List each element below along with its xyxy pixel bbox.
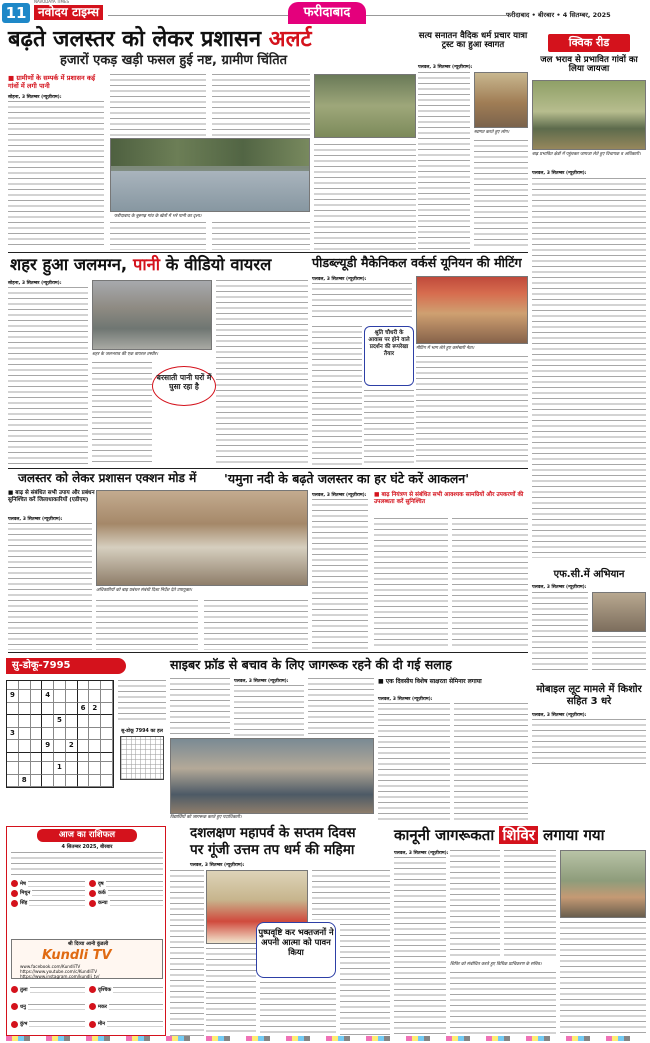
sudoku-block	[6, 658, 166, 823]
action-headline: जलस्तर को लेकर प्रशासन एक्शन मोड में	[18, 471, 197, 485]
lead-story	[8, 28, 416, 250]
sudoku-cell	[66, 775, 78, 788]
lead-subhead: हजारों एकड़ खड़ी फसल हुई नष्ट, ग्रामीण चिंतित	[60, 53, 288, 68]
yamuna-body-1	[312, 499, 368, 650]
sudoku-cell	[89, 740, 101, 753]
rashi-text	[113, 987, 163, 993]
sudoku-cell	[54, 681, 66, 690]
helpline-headline: एफ.सी.में अभियान	[553, 569, 625, 580]
logo-small: NAVODAYA TIMES	[34, 0, 70, 4]
sudoku-cell	[19, 740, 31, 753]
lead-kicker-text: ग्रामीणों के सम्पर्क में प्रशासन	[16, 74, 85, 82]
study-body-2	[454, 703, 528, 821]
sudoku-cell: 9	[7, 690, 19, 703]
sudoku-cell	[31, 703, 43, 716]
page-number-badge: 11	[2, 3, 30, 23]
sudoku-answer-label: सु-डोकू 7994 का हल	[121, 729, 163, 734]
sudoku-cell: 2	[89, 703, 101, 716]
sudoku-cell: 9	[42, 740, 54, 753]
action-story	[8, 472, 308, 650]
zodiac-icon	[11, 986, 18, 993]
sudoku-cell	[19, 728, 31, 741]
sudoku-cell: 5	[54, 715, 66, 728]
zodiac-icon	[11, 890, 18, 897]
rashi-text	[28, 881, 85, 887]
sudoku-cell	[19, 753, 31, 762]
sudoku-cell	[42, 703, 54, 716]
union-photo	[416, 276, 528, 344]
sudoku-cell	[42, 762, 54, 775]
legal-body-3	[504, 850, 556, 960]
lead-body-col-2	[110, 74, 206, 136]
union-body-4	[416, 356, 528, 465]
sudoku-cell	[54, 740, 66, 753]
zodiac-icon	[11, 900, 18, 907]
sudoku-cell	[101, 690, 113, 703]
sudoku-cell	[89, 715, 101, 728]
kundli-url-2: https://www.youtube.com/c/KundliTV	[20, 969, 98, 974]
sudoku-cell	[66, 762, 78, 775]
registration-marks	[6, 1036, 644, 1041]
union-body-3	[364, 390, 414, 465]
union-caption: मीटिंग में भाग लेते हुए कर्मचारी नेता।	[416, 346, 475, 351]
rashi-name: तुला	[20, 986, 28, 993]
jain-body-1	[170, 870, 204, 1036]
rashifal-date: 4 सितम्बर 2025, बीरबार	[61, 844, 113, 850]
mobile-headline: मोबाइल लूट मामले में किशोर सहित 3 धरे	[536, 684, 642, 707]
sudoku-cell	[101, 715, 113, 728]
sudoku-cell	[78, 753, 90, 762]
sudoku-cell	[7, 775, 19, 788]
sudoku-cell	[89, 690, 101, 703]
rashi-text	[108, 890, 163, 896]
sudoku-cell	[19, 690, 31, 703]
quick-read-body	[532, 178, 646, 558]
video-headline	[10, 256, 271, 273]
legal-story	[394, 826, 646, 1036]
helpline-photo	[592, 592, 646, 632]
photo-water	[111, 171, 309, 211]
jain-body-3	[260, 982, 336, 1036]
kundli-banner	[11, 939, 163, 979]
union-body-1	[312, 283, 412, 321]
helpline-story	[532, 570, 646, 680]
divider-1	[8, 252, 528, 253]
sudoku-cell	[19, 762, 31, 775]
quick-read	[532, 28, 646, 568]
sudoku-cell	[101, 681, 113, 690]
lead-headline-accent: अलर्ट	[268, 27, 312, 52]
quick-read-caption: बाढ़ प्रभावित क्षेत्रों में पहुंचकर जायजा लेते हुए विधायक व अधिकारी।	[532, 152, 641, 157]
legal-headline-a: कानूनी जागरूकता	[394, 826, 500, 844]
video-headline-a: शहर हुआ जलमग्न,	[10, 255, 133, 274]
action-photo	[96, 490, 308, 586]
rashi-item	[89, 898, 163, 908]
jain-body-2	[206, 948, 256, 1036]
video-pullquote: बरसाती पानी घरों में घुसा रहा है	[152, 366, 216, 406]
sudoku-cell	[78, 715, 90, 728]
cyber-body-1	[170, 678, 230, 736]
kundli-url-1: www.facebook.com/KundliTV	[20, 964, 81, 969]
sudoku-cell	[66, 703, 78, 716]
jain-body-4	[312, 870, 390, 920]
masthead	[0, 0, 650, 26]
rashi-text	[109, 1004, 163, 1010]
cyber-body-3	[308, 678, 374, 736]
sudoku-cell	[31, 762, 43, 775]
mobile-byline: पलवल, 3 सितम्बर (न्यूज़ीराम):	[532, 713, 587, 718]
sudoku-cell	[7, 715, 19, 728]
rashi-item	[89, 981, 163, 998]
zodiac-icon	[89, 890, 96, 897]
sudoku-cell	[78, 690, 90, 703]
rashi-text	[106, 881, 163, 887]
sudoku-cell	[42, 715, 54, 728]
sudoku-cell	[78, 681, 90, 690]
jain-headline-1: दशलक्षण महापर्व के सप्तम दिवस	[190, 825, 356, 841]
yamuna-kicker-text: बाढ़ नियंत्रण से संबंधित सभी आवश्यक सामग्रियों और उपकरणों की उपलब्धता करें सुनिश्चित	[374, 492, 524, 506]
legal-photo	[560, 850, 646, 918]
sudoku-cell	[19, 681, 31, 690]
quick-read-photo	[532, 80, 646, 150]
sudoku-cell	[101, 728, 113, 741]
jain-story	[170, 826, 390, 1036]
lead-photo	[110, 138, 310, 212]
rashi-list	[11, 879, 163, 937]
sudoku-cell	[42, 753, 54, 762]
sudoku-cell	[42, 681, 54, 690]
sudoku-cell	[54, 775, 66, 788]
rashi-name: मकर	[98, 1003, 107, 1010]
action-kicker: ■ बाढ़ से संबंधित सभी उपाय और प्रबंधन सुनिश्चित करें जिलाधाकारियों (एडीएम)	[8, 490, 95, 503]
mobile-story	[532, 684, 646, 764]
sudoku-cell	[101, 753, 113, 762]
action-kicker-text: बाढ़ से संबंधित सभी उपाय और प्रबंधन सुनिश्चित करें जिलाधाकारियों (एडीएम)	[8, 490, 95, 503]
zodiac-icon	[89, 880, 96, 887]
sudoku-cell	[66, 753, 78, 762]
trust-story	[418, 28, 528, 250]
zodiac-icon	[89, 1003, 96, 1010]
paper-name: नवोदय टाइम्स	[34, 5, 103, 20]
cyber-caption: विद्यार्थियों को जागरूक करते हुए पदाधिकारी।	[170, 815, 242, 820]
sudoku-cell	[31, 775, 43, 788]
rashi-text	[29, 900, 85, 906]
lead-body-col-1	[8, 101, 104, 249]
cyber-headline: साइबर फ्रॉड से बचाव के लिए जागरूक रहने की दी गई सलाह	[170, 657, 452, 672]
lead-body-col-3c	[212, 222, 310, 250]
lead-byline: सोहना, 3 सितम्बर (न्यूज़ीराम):	[8, 95, 62, 100]
sudoku-cell	[89, 728, 101, 741]
sudoku-cell	[31, 728, 43, 741]
zodiac-icon	[11, 1003, 18, 1010]
video-byline: सोहना, 3 सितम्बर (न्यूज़ीराम):	[8, 281, 62, 286]
zodiac-icon	[11, 1021, 18, 1028]
study-byline: पलवल, 3 सितम्बर (न्यूज़ीराम):	[378, 697, 433, 702]
rashi-item	[89, 879, 163, 889]
rashi-text	[110, 900, 163, 906]
sudoku-cell	[66, 728, 78, 741]
rashifal-panchang	[11, 852, 163, 876]
sudoku-cell	[42, 775, 54, 788]
trust-body-1	[418, 72, 470, 250]
sudoku-cell	[31, 690, 43, 703]
sudoku-cell	[31, 681, 43, 690]
section-title: फरीदाबाद	[288, 2, 366, 24]
rashi-text	[28, 1004, 85, 1010]
divider-2	[8, 468, 528, 469]
rashi-name: वृष	[98, 880, 104, 887]
trust-caption: स्वागत करते हुए लोग।	[474, 130, 510, 135]
sudoku-cell	[54, 728, 66, 741]
action-body-2	[96, 600, 198, 650]
sudoku-cell: 4	[42, 690, 54, 703]
masthead-rule	[108, 15, 288, 16]
sudoku-cell	[7, 753, 19, 762]
cyber-story	[170, 658, 528, 823]
sudoku-cell	[78, 728, 90, 741]
yamuna-kicker: ■ बाढ़ नियंत्रण से संबंधित सभी आवश्यक सामग्रियों और उपकरणों की उपलब्धता करें सुनिश्चित	[374, 492, 524, 506]
sudoku-cell	[19, 703, 31, 716]
dateline: फरीदाबाद • बीरबार • 4 सितम्बर, 2025	[506, 11, 611, 19]
sudoku-instructions	[118, 680, 166, 724]
cyber-byline: पलवल, 3 सितम्बर (न्यूज़ीराम):	[234, 679, 289, 684]
rashi-name: वृश्चिक	[98, 986, 112, 993]
yamuna-byline: पलवल, 3 सितम्बर (न्यूज़ीराम):	[312, 493, 367, 498]
trust-headline: सत्य सनातन वैदिक धर्म प्रचार यात्रा ट्रस्ट का हुआ स्वागत	[418, 31, 528, 50]
rashi-text	[32, 890, 85, 896]
rashi-name: सिंह	[20, 900, 28, 907]
zodiac-icon	[11, 880, 18, 887]
sudoku-cell	[66, 690, 78, 703]
lead-headline-main: बढ़ते जलस्तर को लेकर प्रशासन	[8, 27, 269, 52]
sudoku-cell	[7, 740, 19, 753]
video-body-1	[8, 287, 88, 465]
rashi-item	[11, 898, 85, 908]
sudoku-cell	[54, 753, 66, 762]
rashifal-title: आज का राशिफल	[37, 829, 137, 842]
rashi-item	[11, 1016, 85, 1033]
rashi-item	[89, 1016, 163, 1033]
masthead-rule-right	[366, 15, 506, 16]
sudoku-cell	[78, 762, 90, 775]
action-byline: पलवल, 3 सितम्बर (न्यूज़ीराम):	[8, 517, 63, 522]
sudoku-cell	[66, 715, 78, 728]
lead-photo-caption: फरीदाबाद के बुरुगढ़ गांव के खेतों में भरे पानी का दृश्य।	[114, 214, 202, 219]
lead-kicker-text-2: कई गांवों में लगी पानी	[8, 74, 96, 90]
helpline-byline: पलवल, 3 सितम्बर (न्यूज़ीराम):	[532, 585, 587, 590]
sudoku-cell	[101, 703, 113, 716]
legal-body-5	[560, 922, 646, 1036]
sudoku-cell	[31, 715, 43, 728]
rashi-item	[11, 879, 85, 889]
legal-byline: पलवल, 3 सितम्बर (न्यूज़ीराम):	[394, 851, 449, 856]
action-body-1	[8, 523, 92, 650]
rashi-text	[29, 1021, 85, 1027]
video-caption: शहर के जलभराव की एक वायरल तस्वीर।	[92, 352, 159, 357]
study-kicker: ■ एक दिवसीय विशेष साक्षरता सेमिनार लगाया	[378, 678, 482, 685]
yamuna-headline: 'यमुना नदी के बढ़ते जलस्तर का हर घंटे करें आकलन'	[224, 471, 470, 486]
sudoku-cell: 3	[7, 728, 19, 741]
union-body-2	[312, 326, 362, 465]
trust-byline: पलवल, 3 सितम्बर (न्यूज़ीराम):	[418, 65, 473, 70]
trust-body-2	[474, 140, 528, 250]
legal-caption: शिविर को संबोधित करते हुए विधिक प्राधिकरण के सचिव।	[450, 962, 542, 967]
sudoku-cell	[66, 681, 78, 690]
legal-body-1	[394, 857, 446, 1036]
jain-headline-2: पर गूंजी उत्तम तप धर्म की महिमा	[190, 842, 355, 858]
sudoku-cell	[89, 775, 101, 788]
rashi-name: कुंभ	[20, 1021, 28, 1028]
kundli-title: श्री दिव्या आनी कुंडली	[67, 941, 109, 947]
video-body-2	[92, 362, 152, 465]
rashi-text	[107, 1021, 163, 1027]
sudoku-cell	[78, 740, 90, 753]
sudoku-answer-grid	[120, 736, 164, 780]
mobile-body	[532, 719, 646, 764]
rashifal-block	[6, 826, 166, 1036]
sudoku-cell: 2	[66, 740, 78, 753]
sudoku-cell	[7, 681, 19, 690]
jain-body-5	[340, 924, 390, 1036]
yamuna-body-3	[452, 518, 528, 650]
video-headline-accent: पानी	[132, 255, 161, 274]
video-body-3	[216, 280, 308, 465]
rashi-item	[89, 998, 163, 1015]
rashi-name: कर्क	[98, 890, 106, 897]
photo-trees	[111, 139, 309, 166]
rashi-text	[30, 987, 85, 993]
yamuna-story	[224, 471, 528, 650]
sudoku-cell: 6	[78, 703, 90, 716]
rashi-item	[11, 981, 85, 998]
lead-photo-2	[314, 74, 416, 138]
cyber-body-2	[234, 685, 304, 736]
yamuna-body-2	[374, 518, 448, 650]
sudoku-cell: 1	[54, 762, 66, 775]
rashi-item	[11, 889, 85, 899]
sudoku-cell: 8	[19, 775, 31, 788]
rashi-item	[89, 889, 163, 899]
sudoku-cell	[89, 762, 101, 775]
video-photo	[92, 280, 212, 350]
union-pullquote: श्रुति चौधरी के आवास पर होने वाले प्रदर्शन की रूपरेखा तैयार	[364, 326, 414, 386]
union-byline: पलवल, 3 सितम्बर (न्यूज़ीराम):	[312, 277, 367, 282]
action-caption: अधिकारियों को बाढ़ प्रबंधन संबंधी दिशा निर्देश देते उपायुक्त।	[96, 588, 192, 593]
sudoku-cell	[78, 775, 90, 788]
lead-body-col-3	[212, 74, 310, 136]
lead-body-col-4	[314, 144, 416, 250]
sudoku-cell	[31, 740, 43, 753]
legal-headline-b: लगाया गया	[537, 826, 605, 844]
quick-read-byline: पलवल, 3 सितम्बर (न्यूज़ीराम):	[532, 171, 587, 176]
rashi-list-2	[11, 981, 163, 1033]
divider-3	[8, 652, 528, 653]
kicker-bullet: ■	[8, 74, 17, 82]
kundli-url-3: https://www.instagram.com/kundli_tv/	[20, 974, 100, 979]
study-kicker-text: एक दिवसीय विशेष साक्षरता सेमिनार लगाया	[385, 678, 482, 685]
union-headline: पीडब्ल्यूडी मैकेनिकल वर्कर्स यूनियन की मीटिंग	[312, 255, 522, 270]
sudoku-cell	[54, 703, 66, 716]
sudoku-cell	[101, 740, 113, 753]
rashi-item	[11, 998, 85, 1015]
zodiac-icon	[89, 900, 96, 907]
sudoku-cell	[42, 728, 54, 741]
sudoku-title: सु-डोकू-7995	[6, 658, 126, 674]
legal-body-4	[450, 972, 556, 1036]
kundli-brand: Kundli TV	[42, 948, 112, 963]
legal-headline-accent: शिविर	[499, 826, 537, 844]
legal-headline	[394, 828, 604, 844]
study-body-1	[378, 703, 450, 821]
quick-read-label: क्विक रीड	[548, 34, 630, 52]
lead-headline	[8, 28, 312, 51]
sudoku-cell	[101, 762, 113, 775]
union-story	[312, 256, 528, 466]
legal-body-2	[450, 850, 500, 960]
rashi-name: धनु	[20, 1003, 26, 1010]
rashi-name: मिथुन	[20, 890, 31, 897]
rashi-name: कन्या	[98, 900, 108, 907]
zodiac-icon	[89, 986, 96, 993]
action-body-3	[204, 600, 308, 650]
trust-photo	[474, 72, 528, 128]
sudoku-cell	[7, 762, 19, 775]
lead-kicker	[8, 74, 106, 90]
sudoku-cell	[101, 775, 113, 788]
sudoku-grid	[6, 680, 114, 788]
jain-byline: पलवल, 3 सितम्बर (न्यूज़ीराम):	[190, 863, 245, 868]
rashi-name: मेष	[20, 880, 26, 887]
video-story	[8, 256, 308, 466]
jain-pullquote: पुष्पवृष्टि कर भक्तजनों ने अपनी आत्मा को पावन किया	[256, 922, 336, 978]
sudoku-cell	[54, 690, 66, 703]
quick-read-headline: जल भराव से प्रभावित गांवों का लिया जायजा	[540, 55, 638, 75]
lead-body-col-3b	[110, 222, 206, 250]
video-headline-b: के वीडियो वायरल	[160, 255, 272, 274]
sudoku-cell	[7, 703, 19, 716]
sudoku-cell	[89, 681, 101, 690]
helpline-body-1	[532, 592, 588, 672]
zodiac-icon	[89, 1021, 96, 1028]
cyber-photo	[170, 738, 374, 814]
rashi-name: मीन	[98, 1021, 106, 1028]
sudoku-cell	[89, 753, 101, 762]
helpline-body-2	[592, 636, 646, 672]
sudoku-cell	[31, 753, 43, 762]
sudoku-cell	[19, 715, 31, 728]
